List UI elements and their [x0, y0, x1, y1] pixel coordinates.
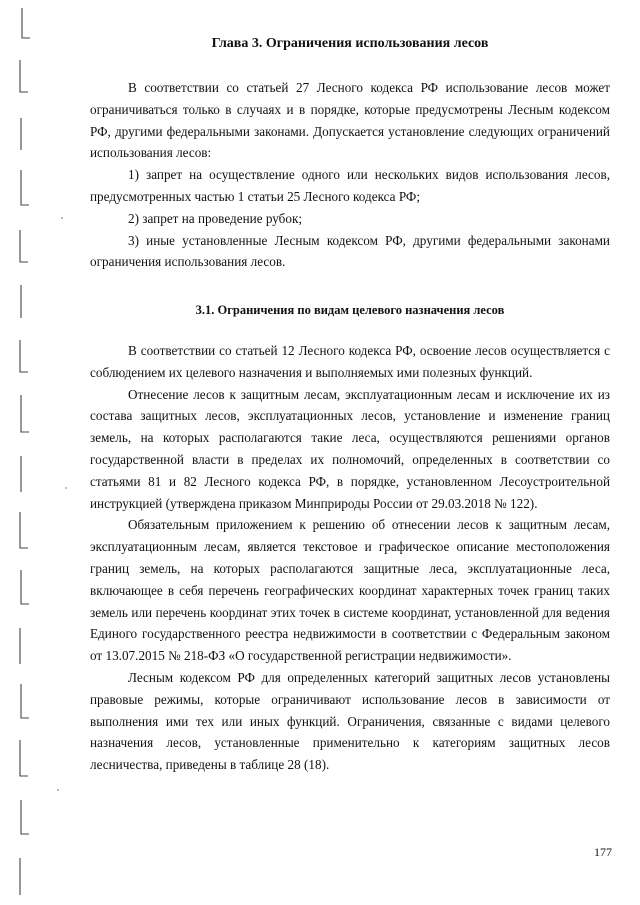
body-paragraph: Обязательным приложением к решению об отнесении лесов к защитным лесам, эксплуатационным лесам, является текстовое и графическое описание местоположения границ земель, на которых располагаются защитные леса, эксплуатационные леса, включающее в себя перечень географических координат характерных точек границ таких земель или перечень координат этих точек в системе координат, установленной для ведения Единого государственного реестра недвижимости в соответствии с Федеральным законом от 13.07.2015 № 218-ФЗ «О государственной регистрации недвижимости».: [90, 517, 610, 664]
section-body: [90, 340, 610, 776]
list-item: 1) запрет на осуществление одного или нескольких видов использования лесов, предусмотренных частью 1 статьи 25 Лесного кодекса РФ;: [90, 167, 610, 204]
body-paragraph: Лесным кодексом РФ для определенных категорий защитных лесов установлены правовые режимы, которые ограничивают использование лесов в зависимости от выполнения ими тех или иных функций. Ограничения, связанные с видами целевого назначения лесов, установленные применительно к категориям защитных лесов лесничества, приведены в таблице 28 (18).: [90, 669, 610, 773]
list-item: 2) запрет на проведение рубок;: [128, 210, 303, 226]
page-number: 177: [594, 845, 612, 859]
intro-paragraph: В соответствии со статьей 27 Лесного кодекса РФ использование лесов может ограничиваться только в случаях и в порядке, которые предусмотрены Лесным кодексом РФ, другими федеральными законами. Допускается установление следующих ограничений использования лесов:: [90, 80, 610, 161]
chapter-title: Глава 3. Ограничения использования лесов: [211, 36, 489, 51]
intro-block: [90, 77, 610, 273]
binding-edge-marks: [0, 0, 40, 905]
body-paragraph: Отнесение лесов к защитным лесам, эксплуатационным лесам и исключение их из состава защитных лесов, эксплуатационных лесов, установление и изменение границ земель, на которых располагаются такие леса, осуществляются решениями органов государственной власти в пределах их полномочий, определенных в соответствии со статьями 81 и 82 Лесного кодекса РФ, в порядке, установленном Лесоустроительной инструкцией (утверждена приказом Минприроды России от 29.03.2018 № 122).: [90, 386, 610, 511]
body-paragraph: В соответствии со статьей 12 Лесного кодекса РФ, освоение лесов осуществляется с соблюдением их целевого назначения и выполняемых ими полезных функций.: [90, 343, 610, 380]
list-item: 3) иные установленные Лесным кодексом РФ, другими федеральными законами ограничения использования лесов.: [90, 232, 610, 270]
section-title: 3.1. Ограничения по видам целевого назначения лесов: [195, 303, 505, 317]
